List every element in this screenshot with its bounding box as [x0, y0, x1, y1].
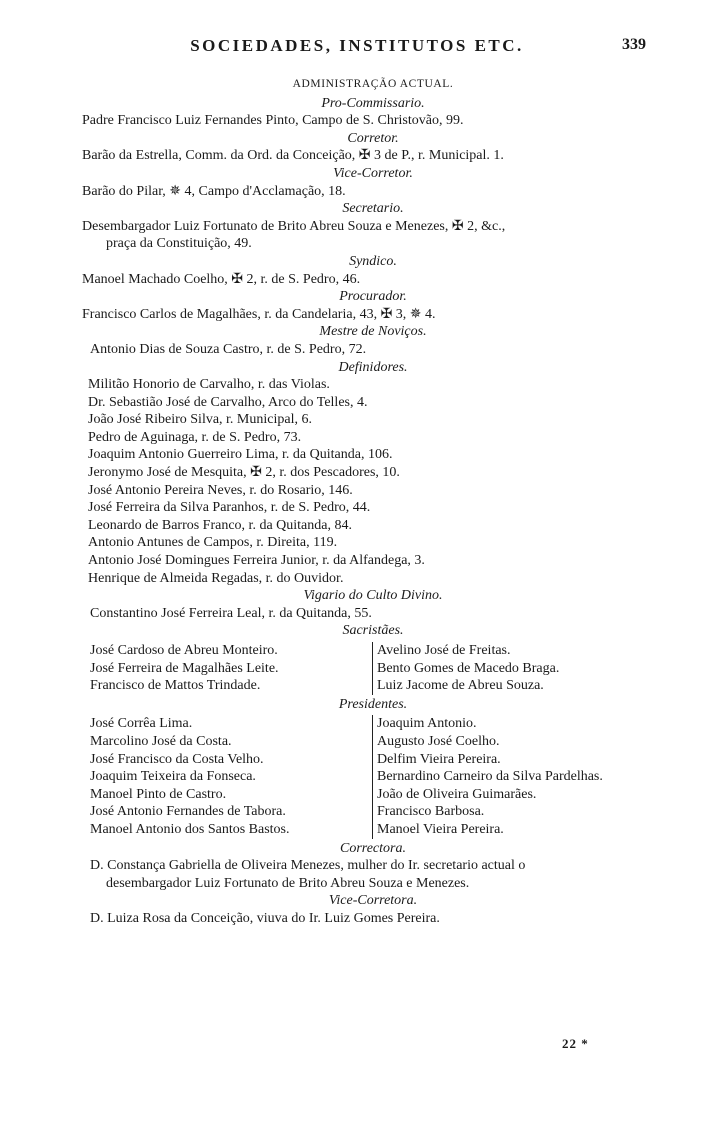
presidentes-right-column [372, 715, 603, 838]
entry-line-continued: praça da Constituição, 49. [106, 236, 252, 252]
entry-line: Francisco Carlos de Magalhães, r. da Candelaria, 43, ✠ 3, ✵ 4. [82, 306, 436, 322]
list-item: Antonio José Domingues Ferreira Junior, r. da Alfandega, 3. [88, 553, 425, 569]
list-item: Francisco de Mattos Trindade. [90, 678, 261, 694]
section-heading-presidentes: Presidentes. [338, 696, 408, 712]
list-item: Militão Honorio de Carvalho, r. das Violas. [88, 377, 330, 393]
list-item: José Corrêa Lima. [90, 716, 193, 732]
list-item: Avelino José de Freitas. [377, 643, 511, 658]
sacristaes-right-column [372, 642, 559, 695]
section-heading-mestre: Mestre de Noviços. [319, 324, 427, 340]
admin-heading: ADMINISTRAÇÃO ACTUAL. [292, 78, 454, 90]
presidentes-columns [90, 715, 664, 838]
list-item: José Antonio Pereira Neves, r. do Rosario, 146. [88, 482, 353, 498]
list-item: Joaquim Teixeira da Fonseca. [90, 769, 256, 785]
entry-line: Desembargador Luiz Fortunato de Brito Abreu Souza e Menezes, ✠ 2, &c., [82, 218, 506, 234]
section-heading-syndico: Syndico. [349, 253, 397, 269]
section-heading-procurador: Procurador. [339, 289, 407, 305]
list-item: Antonio Antunes de Campos, r. Direita, 119. [88, 535, 338, 551]
list-item: José Ferreira da Silva Paranhos, r. de S. Pedro, 44. [88, 500, 371, 516]
section-heading-vigario: Vigario do Culto Divino. [303, 588, 443, 604]
signature-mark: 22 * [562, 1036, 589, 1051]
entry-line: D. Luiza Rosa da Conceição, viuva do Ir. Luiz Gomes Pereira. [90, 910, 440, 926]
definidores-list [82, 376, 664, 587]
list-item: João de Oliveira Guimarães. [377, 786, 537, 802]
section-heading-sacristaes: Sacristães. [342, 623, 404, 639]
list-item: Delfim Vieira Pereira. [377, 751, 501, 767]
running-head [0, 36, 714, 60]
list-item: Joaquim Antonio. [377, 716, 477, 732]
list-item: Marcolino José da Costa. [90, 733, 232, 749]
page-number: 339 [622, 36, 646, 53]
list-item: José Francisco da Costa Velho. [90, 751, 264, 767]
sacristaes-left-column [90, 642, 372, 695]
list-item: Joaquim Antonio Guerreiro Lima, r. da Quitanda, 106. [88, 447, 393, 463]
list-item: José Ferreira de Magalhães Leite. [90, 660, 279, 676]
section-heading-definidores: Definidores. [338, 359, 408, 375]
page-content [82, 76, 664, 928]
section-heading-vice-corretor: Vice-Corretor. [333, 165, 413, 181]
section-heading-vice-correctora: Vice-Corretora. [328, 893, 418, 909]
entry-line: Barão da Estrella, Comm. da Ord. da Conceição, ✠ 3 de P., r. Municipal. 1. [82, 148, 504, 164]
list-item: Bernardino Carneiro da Silva Pardelhas. [377, 769, 603, 785]
entry-line: Antonio Dias de Souza Castro, r. de S. Pedro, 72. [90, 341, 367, 357]
running-title: SOCIEDADES, INSTITUTOS ETC. [190, 36, 524, 55]
list-item: Manoel Antonio dos Santos Bastos. [90, 821, 290, 837]
list-item: Augusto José Coelho. [377, 733, 500, 749]
section-heading-correctora: Correctora. [340, 840, 406, 856]
list-item: Leonardo de Barros Franco, r. da Quitanda, 84. [88, 517, 352, 533]
entry-line: Barão do Pilar, ✵ 4, Campo d'Acclamação, 18. [82, 183, 346, 199]
sacristaes-columns [90, 642, 664, 695]
presidentes-left-column [90, 715, 372, 838]
list-item: Manoel Vieira Pereira. [377, 821, 504, 837]
list-item: Dr. Sebastião José de Carvalho, Arco do Telles, 4. [88, 394, 368, 410]
list-item: Jeronymo José de Mesquita, ✠ 2, r. dos Pescadores, 10. [88, 465, 400, 481]
section-heading-corretor: Corretor. [347, 130, 399, 146]
list-item: Francisco Barbosa. [377, 804, 485, 820]
entry-line: Padre Francisco Luiz Fernandes Pinto, Campo de S. Christovão, 99. [82, 113, 464, 129]
list-item: Bento Gomes de Macedo Braga. [377, 660, 560, 676]
list-item: Pedro de Aguinaga, r. de S. Pedro, 73. [88, 429, 302, 445]
list-item: João José Ribeiro Silva, r. Municipal, 6. [88, 412, 312, 428]
list-item: Henrique de Almeida Regadas, r. do Ouvidor. [88, 570, 344, 586]
list-item: Luiz Jacome de Abreu Souza. [377, 678, 544, 694]
entry-line-continued: desembargador Luiz Fortunato de Brito Abreu Souza e Menezes. [106, 875, 470, 891]
list-item: José Cardoso de Abreu Monteiro. [90, 643, 278, 658]
list-item: Manoel Pinto de Castro. [90, 786, 227, 802]
list-item: José Antonio Fernandes de Tabora. [90, 804, 286, 820]
section-heading-pro-commissario: Pro-Commissario. [321, 95, 425, 111]
entry-line: Constantino José Ferreira Leal, r. da Quitanda, 55. [90, 605, 372, 621]
section-heading-secretario: Secretario. [342, 201, 404, 217]
entry-line: Manoel Machado Coelho, ✠ 2, r. de S. Pedro, 46. [82, 271, 361, 287]
entry-line: D. Constança Gabriella de Oliveira Menezes, mulher do Ir. secretario actual o [90, 858, 526, 874]
